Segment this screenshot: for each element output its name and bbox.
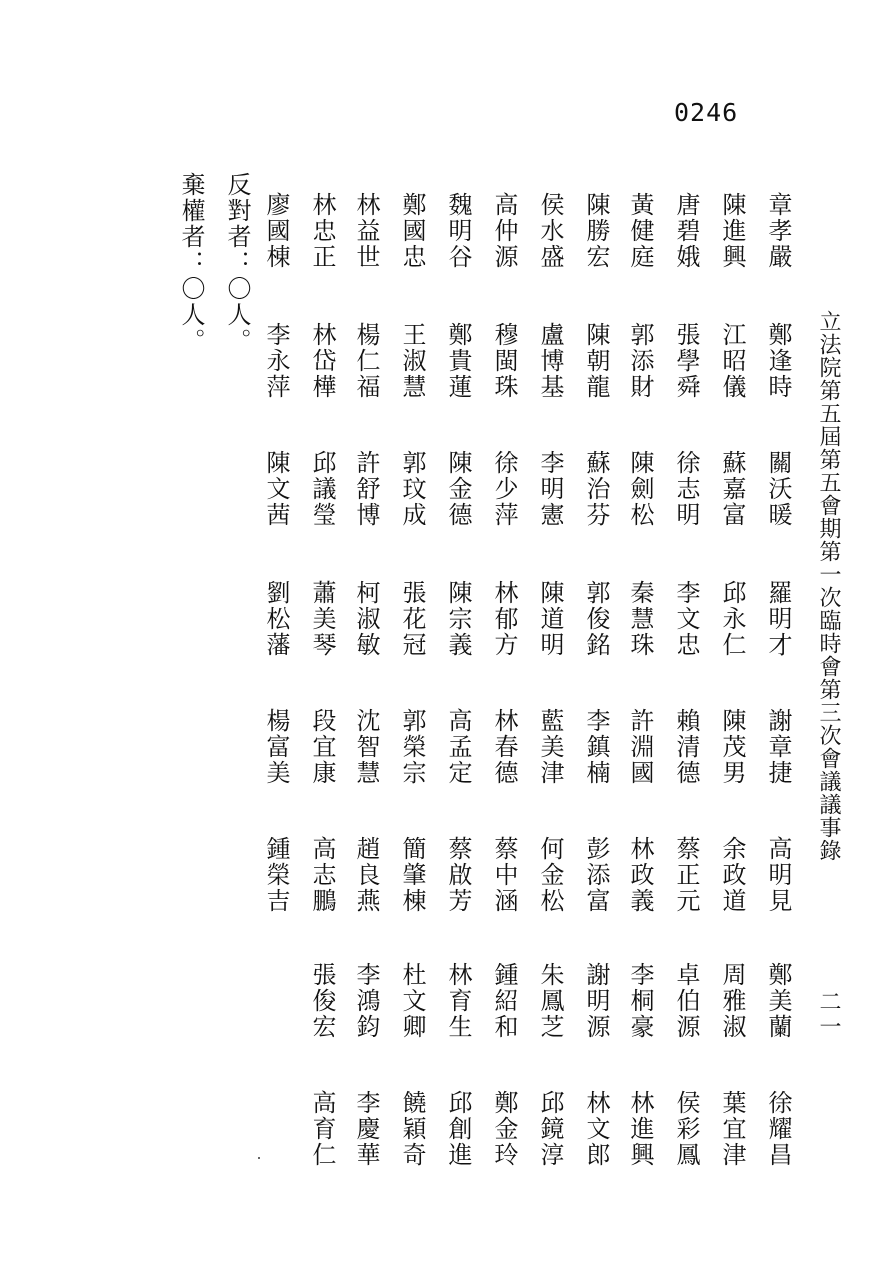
legislator-name: 侯彩鳳 xyxy=(672,1090,700,1168)
legislator-name: 李鴻鈞 xyxy=(352,962,380,1040)
legislator-name: 段宜康 xyxy=(308,708,336,786)
legislator-name: 趙良燕 xyxy=(352,836,380,914)
legislator-name: 高明見 xyxy=(764,836,792,914)
legislator-name: 蘇治芬 xyxy=(582,450,610,528)
legislator-name: 鄭逢時 xyxy=(764,322,792,400)
legislator-name: 鄭國忠 xyxy=(398,192,426,270)
legislator-name: 陳劍松 xyxy=(626,450,654,528)
legislator-name: 郭添財 xyxy=(626,322,654,400)
votes-against: 反對者：〇人。 xyxy=(223,172,251,354)
legislator-name: 邱鏡淳 xyxy=(536,1090,564,1168)
legislator-name: 許舒博 xyxy=(352,450,380,528)
legislator-name: 許淵國 xyxy=(626,708,654,786)
legislator-name: 羅明才 xyxy=(764,580,792,658)
legislator-name: 鄭貴蓮 xyxy=(444,322,472,400)
legislator-name: 陳勝宏 xyxy=(582,192,610,270)
legislator-name: 李明憲 xyxy=(536,450,564,528)
legislator-name: 高仲源 xyxy=(490,192,518,270)
legislator-name: 林岱樺 xyxy=(308,322,336,400)
legislator-name: 徐少萍 xyxy=(490,450,518,528)
legislator-name: 杜文卿 xyxy=(398,962,426,1040)
legislator-name: 黃健庭 xyxy=(626,192,654,270)
legislator-name: 邱永仁 xyxy=(718,580,746,658)
legislator-name: 陳文茜 xyxy=(262,450,290,528)
legislator-name: 鍾榮吉 xyxy=(262,836,290,914)
legislator-name: 高志鵬 xyxy=(308,836,336,914)
legislator-name: 李文忠 xyxy=(672,580,700,658)
legislator-name: 彭添富 xyxy=(582,836,610,914)
legislator-name: 林育生 xyxy=(444,962,472,1040)
legislator-name: 卓伯源 xyxy=(672,962,700,1040)
legislator-name: 林政義 xyxy=(626,836,654,914)
legislator-name: 陳道明 xyxy=(536,580,564,658)
legislator-name: 李永萍 xyxy=(262,322,290,400)
legislator-name: 林忠正 xyxy=(308,192,336,270)
legislator-name: 謝章捷 xyxy=(764,708,792,786)
legislator-name: 魏明谷 xyxy=(444,192,472,270)
legislator-name: 林進興 xyxy=(626,1090,654,1168)
legislator-name: 林郁方 xyxy=(490,580,518,658)
legislator-name: 李鎮楠 xyxy=(582,708,610,786)
legislator-name: 陳金德 xyxy=(444,450,472,528)
legislator-name: 蕭美琴 xyxy=(308,580,336,658)
legislator-name: 謝明源 xyxy=(582,962,610,1040)
legislator-name: 鍾紹和 xyxy=(490,962,518,1040)
legislator-name: 盧博基 xyxy=(536,322,564,400)
legislator-name: 陳進興 xyxy=(718,192,746,270)
legislator-name: 蔡正元 xyxy=(672,836,700,914)
legislator-name: 郭俊銘 xyxy=(582,580,610,658)
legislator-name: 柯淑敏 xyxy=(352,580,380,658)
legislator-name: 劉松藩 xyxy=(262,580,290,658)
legislator-name: 蔡中涵 xyxy=(490,836,518,914)
legislator-name: 鄭金玲 xyxy=(490,1090,518,1168)
legislator-name: 秦慧珠 xyxy=(626,580,654,658)
legislator-name: 邱創進 xyxy=(444,1090,472,1168)
legislator-name: 朱鳳芝 xyxy=(536,962,564,1040)
folio: 二一 xyxy=(816,990,841,1040)
scan-speck xyxy=(258,1157,260,1159)
legislator-name: 徐耀昌 xyxy=(764,1090,792,1168)
legislator-name: 饒穎奇 xyxy=(398,1090,426,1168)
legislator-name: 蘇嘉富 xyxy=(718,450,746,528)
legislator-name: 陳茂男 xyxy=(718,708,746,786)
legislator-name: 何金松 xyxy=(536,836,564,914)
legislator-name: 穆閩珠 xyxy=(490,322,518,400)
legislator-name: 簡肇棟 xyxy=(398,836,426,914)
legislator-name: 張學舜 xyxy=(672,322,700,400)
legislator-name: 楊富美 xyxy=(262,708,290,786)
page-number: 0246 xyxy=(674,98,739,127)
legislator-name: 邱議瑩 xyxy=(308,450,336,528)
legislator-name: 陳朝龍 xyxy=(582,322,610,400)
legislator-name: 林文郎 xyxy=(582,1090,610,1168)
legislator-name: 余政道 xyxy=(718,836,746,914)
legislator-name: 郭榮宗 xyxy=(398,708,426,786)
legislator-name: 王淑慧 xyxy=(398,322,426,400)
legislator-name: 沈智慧 xyxy=(352,708,380,786)
legislator-name: 章孝嚴 xyxy=(764,192,792,270)
legislator-name: 徐志明 xyxy=(672,450,700,528)
legislator-name: 鄭美蘭 xyxy=(764,962,792,1040)
legislator-name: 高育仁 xyxy=(308,1090,336,1168)
legislator-name: 林春德 xyxy=(490,708,518,786)
legislator-name: 蔡啟芳 xyxy=(444,836,472,914)
votes-abstain: 棄權者：〇人。 xyxy=(177,172,205,354)
legislator-name: 葉宜津 xyxy=(718,1090,746,1168)
legislator-name: 陳宗義 xyxy=(444,580,472,658)
legislator-name: 郭玟成 xyxy=(398,450,426,528)
legislator-name: 李桐豪 xyxy=(626,962,654,1040)
legislator-name: 周雅淑 xyxy=(718,962,746,1040)
legislator-name: 林益世 xyxy=(352,192,380,270)
legislator-name: 楊仁福 xyxy=(352,322,380,400)
legislator-name: 關沃暖 xyxy=(764,450,792,528)
legislator-name: 廖國棟 xyxy=(262,192,290,270)
legislator-name: 唐碧娥 xyxy=(672,192,700,270)
legislator-name: 李慶華 xyxy=(352,1090,380,1168)
legislator-name: 張俊宏 xyxy=(308,962,336,1040)
legislator-name: 江昭儀 xyxy=(718,322,746,400)
running-header: 立法院第五屆第五會期第一次臨時會第三次會議議事錄 xyxy=(816,310,841,862)
legislator-name: 高孟定 xyxy=(444,708,472,786)
legislator-name: 藍美津 xyxy=(536,708,564,786)
legislator-name: 侯水盛 xyxy=(536,192,564,270)
legislator-name: 張花冠 xyxy=(398,580,426,658)
legislator-name: 賴清德 xyxy=(672,708,700,786)
